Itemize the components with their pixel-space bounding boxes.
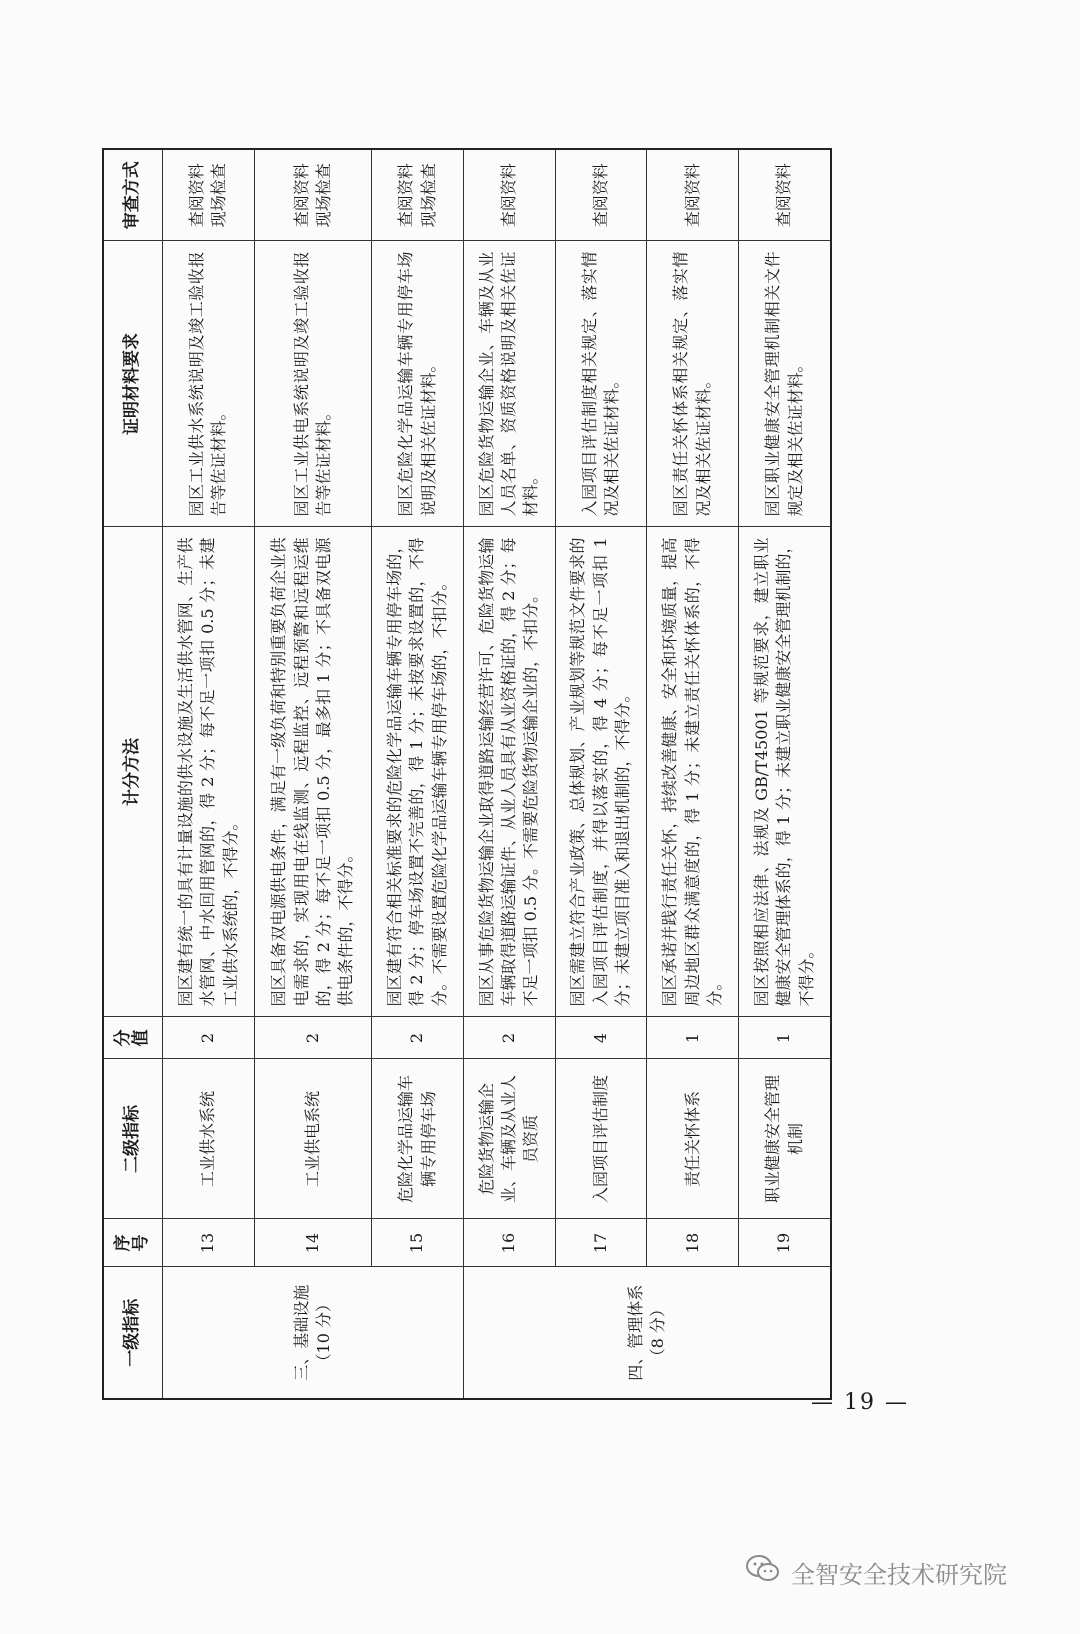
row-score: 1	[647, 1017, 739, 1059]
table-row	[555, 149, 647, 1399]
row-evidence: 园区危险化学品运输车辆专用停车场说明及相关佐证材料。	[372, 241, 464, 527]
table-row	[739, 149, 831, 1399]
watermark	[745, 1552, 1007, 1592]
row-seq: 15	[372, 1219, 464, 1267]
scoring-table	[102, 148, 832, 1400]
row-method: 园区需建立符合产业政策、总体规划、产业规划等规范文件要求的入园项目评估制度，并得以落实的，得 4 分；每不足一项扣 1 分；未建立项目准入和退出机制的，不得分。	[555, 527, 647, 1017]
header-method: 计分方法	[103, 527, 163, 1017]
header-review: 审查方式	[103, 149, 163, 241]
row-indicator: 工业供水系统	[163, 1059, 255, 1219]
table-row	[163, 149, 255, 1399]
group-management: 四、管理体系（8 分）	[463, 1267, 831, 1399]
row-method: 园区按照相应法律、法规及 GB/T45001 等规范要求，建立职业健康安全管理体系的，得 1 分；未建立职业健康安全管理机制的，不得分。	[739, 527, 831, 1017]
row-review: 查阅资料 现场检查	[163, 149, 255, 241]
row-evidence: 园区危险货物运输企业、车辆及从业人员名单、资质资格说明及相关佐证材料。	[463, 241, 555, 527]
row-evidence: 入园项目评估制度相关规定、落实情况及相关佐证材料。	[555, 241, 647, 527]
row-seq: 16	[463, 1219, 555, 1267]
header-level2: 二级指标	[103, 1059, 163, 1219]
row-seq: 18	[647, 1219, 739, 1267]
header-seq: 序号	[103, 1219, 163, 1267]
row-review: 查阅资料	[739, 149, 831, 241]
row-indicator: 危险货物运输企业、车辆及从业人员资质	[463, 1059, 555, 1219]
row-evidence: 园区工业供水系统说明及竣工验收报告等佐证材料。	[163, 241, 255, 527]
row-method: 园区建有符合相关标准要求的危险化学品运输车辆专用停车场的，得 2 分；停车场设置不完善的，得 1 分；未按要求设置的，不得分。不需要设置危险化学品运输车辆专用停车场的，不扣分。	[372, 527, 464, 1017]
row-indicator: 职业健康安全管理机制	[739, 1059, 831, 1219]
row-seq: 17	[555, 1219, 647, 1267]
row-evidence: 园区职业健康安全管理机制相关文件规定及相关佐证材料。	[739, 241, 831, 527]
table-row	[647, 149, 739, 1399]
table-row	[463, 149, 555, 1399]
group-infrastructure: 三、基础设施（10 分）	[163, 1267, 464, 1399]
row-indicator: 危险化学品运输车辆专用停车场	[372, 1059, 464, 1219]
row-review: 查阅资料 现场检查	[372, 149, 464, 241]
row-method: 园区建有统一的具有计量设施的供水设施及生活供水管网、生产供水管网、中水回用管网的，得 2 分；每不足一项扣 0.5 分；未建工业供水系统的，不得分。	[163, 527, 255, 1017]
scoring-table-container	[102, 150, 832, 1400]
row-review: 查阅资料 现场检查	[254, 149, 371, 241]
page-number: — 19 —	[811, 1390, 909, 1415]
row-method: 园区从事危险货物运输企业取得道路运输经营许可、危险货物运输车辆取得道路运输证件、从业人员具有从业资格证的，得 2 分；每不足一项扣 0.5 分。不需要危险货物运输企业的，不扣分。	[463, 527, 555, 1017]
row-score: 2	[463, 1017, 555, 1059]
header-row	[103, 149, 163, 1399]
row-seq: 13	[163, 1219, 255, 1267]
row-evidence: 园区工业供电系统说明及竣工验收报告等佐证材料。	[254, 241, 371, 527]
row-seq: 19	[739, 1219, 831, 1267]
row-indicator: 工业供电系统	[254, 1059, 371, 1219]
row-score: 2	[163, 1017, 255, 1059]
wechat-icon	[745, 1554, 781, 1590]
table-row	[372, 149, 464, 1399]
row-review: 查阅资料	[555, 149, 647, 241]
row-method: 园区具备双电源供电条件，满足有一级负荷和特别重要负荷企业供电需求的，实现用电在线监测、远程监控、远程预警和远程运维的，得 2 分；每不足一项扣 0.5 分，最多扣 1 分；不具备双电源供电条件的，不得分。	[254, 527, 371, 1017]
row-review: 查阅资料	[647, 149, 739, 241]
rotated-table-frame	[102, 150, 832, 1400]
row-indicator: 责任关怀体系	[647, 1059, 739, 1219]
row-score: 1	[739, 1017, 831, 1059]
row-indicator: 入园项目评估制度	[555, 1059, 647, 1219]
row-seq: 14	[254, 1219, 371, 1267]
table-row	[254, 149, 371, 1399]
header-level1: 一级指标	[103, 1267, 163, 1399]
row-score: 2	[372, 1017, 464, 1059]
watermark-text: 全智安全技术研究院	[791, 1560, 1007, 1589]
row-score: 2	[254, 1017, 371, 1059]
header-score: 分值	[103, 1017, 163, 1059]
row-method: 园区承诺并践行责任关怀，持续改善健康、安全和环境质量，提高周边地区群众满意度的，得 1 分；未建立责任关怀体系的，不得分。	[647, 527, 739, 1017]
header-evidence: 证明材料要求	[103, 241, 163, 527]
row-score: 4	[555, 1017, 647, 1059]
row-review: 查阅资料	[463, 149, 555, 241]
row-evidence: 园区责任关怀体系相关规定、落实情况及相关佐证材料。	[647, 241, 739, 527]
